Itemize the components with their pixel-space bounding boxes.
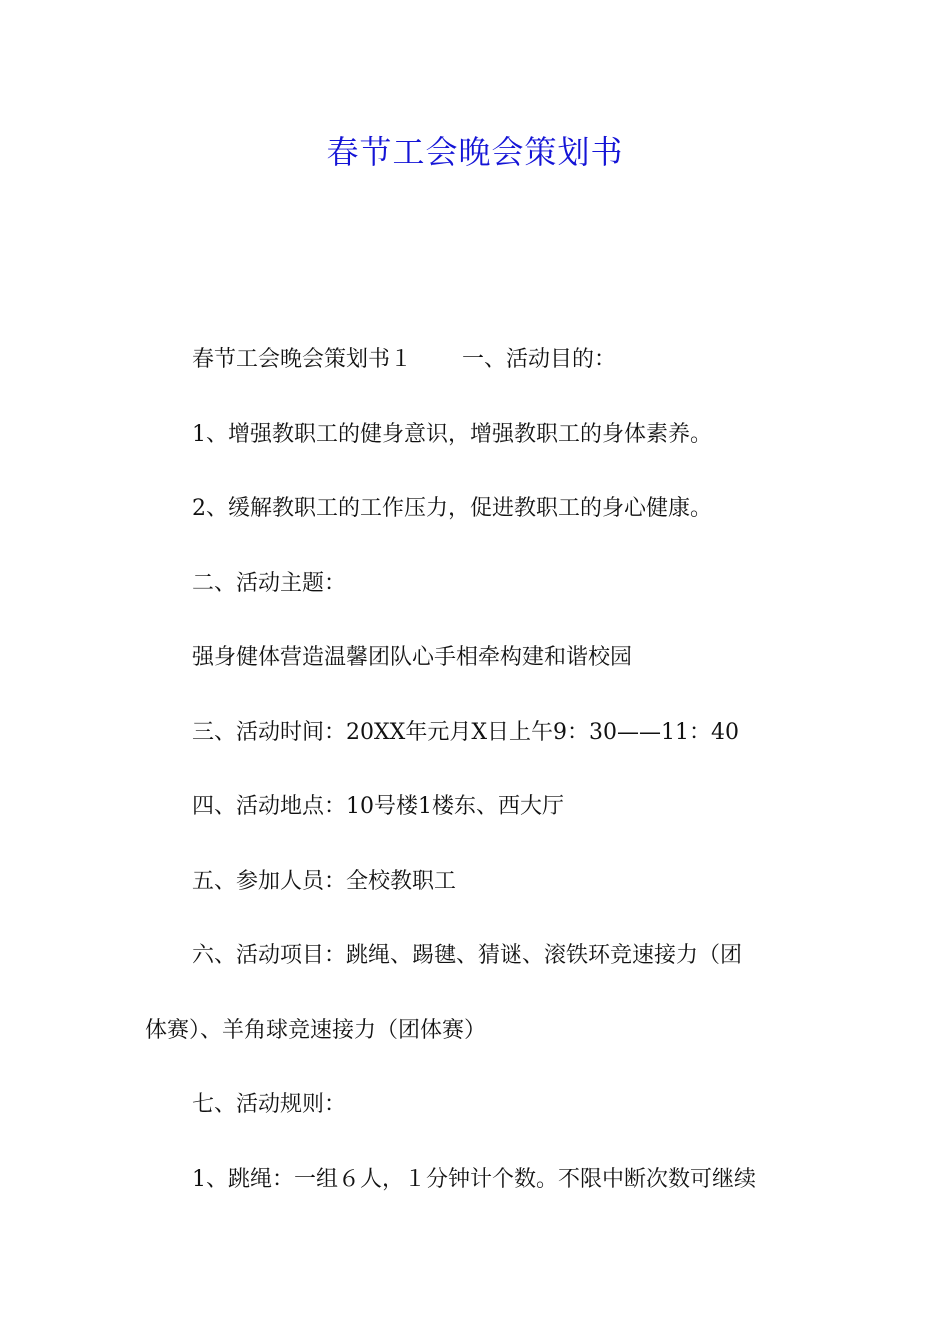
paragraph-purpose-1: 1、增强教职工的健身意识，增强教职工的身体素养。 <box>192 422 712 447</box>
paragraph-participants: 五、参加人员：全校教职工 <box>192 869 457 894</box>
section-heading-rules: 七、活动规则： <box>192 1092 347 1117</box>
paragraph-location: 四、活动地点：10号楼1楼东、西大厅 <box>192 794 564 819</box>
intro-heading: 春节工会晚会策划书１ <box>192 347 413 372</box>
paragraph-rule-1: 1、跳绳：一组６人，１分钟计个数。不限中断次数可继续 <box>192 1167 756 1192</box>
paragraph-time: 三、活动时间：20XX年元月X日上午9：30——11：40 <box>192 720 739 745</box>
paragraph-theme: 强身健体营造温馨团队心手相牵构建和谐校园 <box>192 645 633 670</box>
paragraph-items-continued: 体赛）、羊角球竞速接力（团体赛） <box>145 1018 487 1043</box>
paragraph-items: 六、活动项目：跳绳、踢毽、猜谜、滚铁环竞速接力（团 <box>192 943 743 968</box>
section-heading-purpose: 一、活动目的： <box>462 347 617 372</box>
section-heading-theme: 二、活动主题： <box>192 571 347 596</box>
paragraph-intro <box>192 343 616 377</box>
document-title: 春节工会晚会策划书 <box>326 133 624 171</box>
paragraph-purpose-2: 2、缓解教职工的工作压力，促进教职工的身心健康。 <box>192 496 712 521</box>
